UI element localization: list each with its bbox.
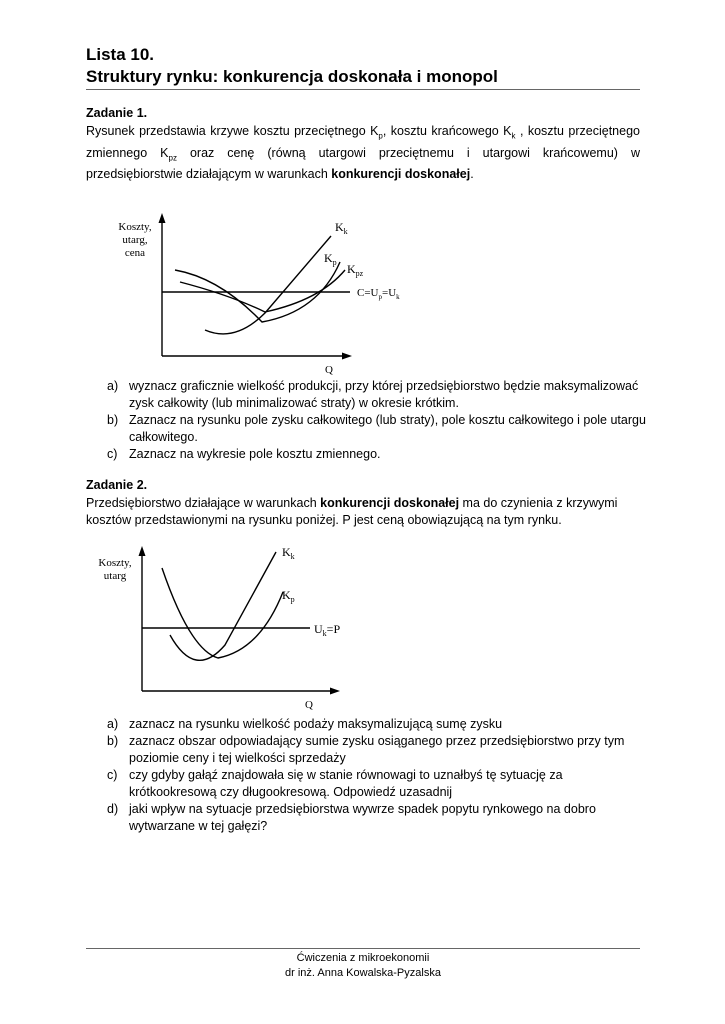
graph2-ylabel-1: Koszty, (98, 557, 132, 569)
footer-author: dr inż. Anna Kowalska-Pyzalska (285, 967, 441, 979)
task1-paragraph: Rysunek przedstawia krzywe kosztu przeciętnego $K_p$, kosztu krańcowego $K_k$ , kosztu przeciętnego zmiennego $K_{pz}$ oraz cenę (równą utargowi przeciętnemu i utargowi krańcowemu) w przedsiębiorstwie działającym w warunkach konkurencji doskonałej. (86, 124, 640, 181)
graph1-xlabel: Q (325, 364, 333, 376)
graph2-x-arrow (330, 688, 340, 695)
graph1-price-label: $C=U_p=U_k$ (357, 287, 400, 301)
list-item: b) zaznacz obszar odpowiadający sumie zysku osiąganego przez przedsiębiorstwo przy tym poziomie ceny i tej wielkości sprzedaży (107, 734, 625, 765)
graph2-y-arrow (139, 546, 146, 556)
graph1-ylabel-3: cena (124, 247, 146, 259)
list-item: a) wyznacz graficznie wielkość produkcji, przy której przedsiębiorstwo będzie maksymalizować zysk całkowity (lub minimalizować straty) w okresie krótkim. (107, 379, 639, 410)
list-item: c) Zaznacz na wykresie pole kosztu zmiennego. (107, 447, 381, 461)
page-subtitle: Struktury rynku: konkurencja doskonała i monopol (86, 67, 498, 86)
graph2-ylabel-2: utarg (103, 570, 127, 582)
list-item: b) Zaznacz na rysunku pole zysku całkowitego (lub straty), pole kosztu całkowitego i pole utargu całkowitego. (107, 413, 646, 444)
task2-list (107, 716, 647, 835)
graph1-mc-label: $K_k$ (335, 220, 348, 236)
graph1-y-arrow (159, 213, 166, 223)
footer-divider (86, 948, 640, 949)
graph2-mc-curve (170, 552, 276, 660)
graph2-price-label: $U_k=P$ (314, 622, 341, 638)
page-title: Lista 10. (86, 45, 155, 64)
task1-list (107, 378, 647, 463)
list-item: c) czy gdyby gałąź znajdowała się w stanie równowagi to uznałbyś tę sytuację za krótkookresową czy długookresową. Odpowiedź uzasadnij (107, 768, 563, 799)
graph2-ac-label: $K_p$ (282, 588, 295, 604)
graph1-x-arrow (342, 353, 352, 360)
graph1-ylabel-2: utarg, (122, 234, 148, 246)
task2-heading: Zadanie 2. (86, 478, 148, 492)
graph2-xlabel: Q (305, 699, 313, 711)
graph1-avc-label: $K_{pz}$ (347, 262, 364, 278)
list-item: d) jaki wpływ na sytuacje przedsiębiorstwa wywrze spadek popytu rynkowego na dobro wytwarzane w tej gałęzi? (107, 802, 596, 833)
graph1-ylabel-1: Koszty, (118, 221, 152, 233)
task1-heading: Zadanie 1. (86, 106, 148, 120)
graph1-ac-label: $K_p$ (324, 251, 337, 267)
task2-paragraph: Przedsiębiorstwo działające w warunkach konkurencji doskonałej ma do czynienia z krzywymi kosztów przedstawionymi na rysunku poniżej. P jest ceną obowiązującą na tym rynku. (86, 496, 618, 527)
graph1-mc-curve (205, 236, 331, 334)
graph2-ac-curve (162, 568, 283, 658)
list-item: a) zaznacz na rysunku wielkość podaży maksymalizującą sumę zysku (107, 717, 503, 731)
graph2-mc-label: $K_k$ (282, 545, 295, 561)
graph1-avc-curve (180, 270, 345, 312)
footer-course: Ćwiczenia z mikroekonomii (296, 952, 430, 964)
